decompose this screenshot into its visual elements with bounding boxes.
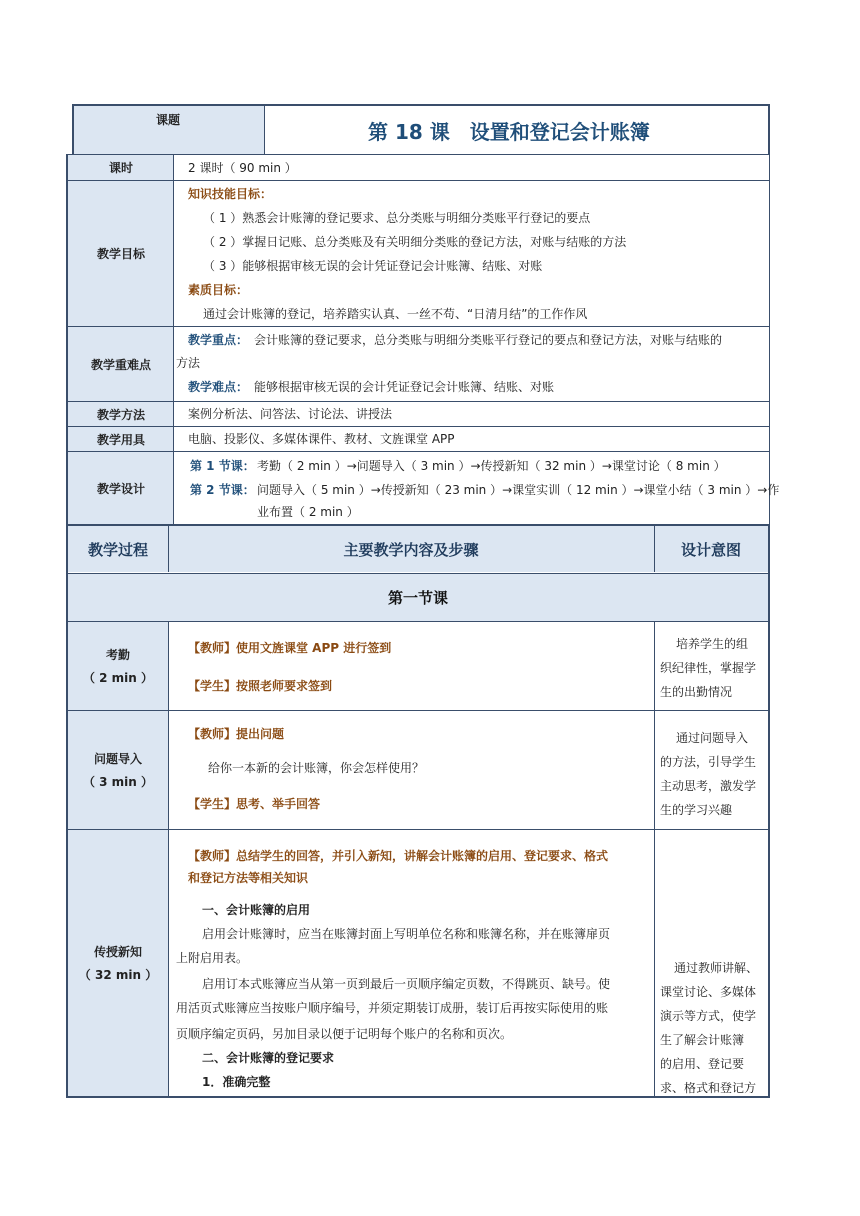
step-intro-time: （ 3 min ） [82, 775, 154, 789]
lesson2-label: 第 2 节课： [190, 483, 255, 497]
para-2-line-2: 用活页式账簿应当按账户顺序编号，并须定期装订成册，装订后再按实际使用的账 [176, 1001, 609, 1015]
step-intro-name: 问题导入 [93, 752, 142, 766]
tools-value: 电脑、投影仪、多媒体课件、教材、文旌课堂 APP [188, 432, 455, 446]
step-new-knowledge-label [68, 830, 168, 1096]
attendance-student: 【学生】按照老师要求签到 [188, 679, 333, 693]
new-knowledge-intent-1: 通过教师讲解、 [674, 961, 759, 975]
focus-line-1: 会计账簿的登记要求，总分类账与明细分类账平行登记的要点和登记方法，对账与结账的 [254, 333, 723, 347]
subsection-1-heading: 1．准确完整 [202, 1075, 271, 1089]
intro-student: 【学生】思考、举手回答 [188, 797, 321, 811]
hours-value: 2 课时（ 90 min ） [188, 161, 297, 175]
new-knowledge-intent-3: 演示等方式，使学 [660, 1009, 757, 1023]
process-col-intent: 设计意图 [680, 540, 741, 559]
new-knowledge-teacher-1: 【教师】总结学生的回答，并引入新知，讲解会计账簿的启用、登记要求、格式 [188, 849, 609, 863]
lesson2-line-2: 业布置（ 2 min ） [257, 505, 359, 519]
methods-label: 教学方法 [96, 407, 145, 422]
new-knowledge-intent-5: 的启用、登记要 [660, 1057, 745, 1071]
new-knowledge-teacher-2: 和登记方法等相关知识 [188, 871, 309, 885]
new-knowledge-intent-6: 求、格式和登记方 [660, 1081, 757, 1095]
hours-label: 课时 [108, 161, 133, 175]
step-attendance-label [68, 622, 168, 710]
new-knowledge-intent-2: 课堂讨论、多媒体 [660, 985, 757, 999]
para-1-line-2: 上附启用表。 [176, 951, 249, 965]
para-1-line-1: 启用会计账簿时，应当在账簿封面上写明单位名称和账簿名称，并在账簿扉页 [202, 927, 611, 941]
methods-value: 案例分析法、问答法、讨论法、讲授法 [188, 407, 393, 421]
step-intro-label [68, 711, 168, 829]
lesson1-text: 考勤（ 2 min ）→问题导入（ 3 min ）→传授新知（ 32 min ）→课堂讨论（ 8 min ） [257, 459, 726, 473]
difficulty-label: 教学难点： [188, 380, 249, 394]
objectives-label: 教学目标 [96, 247, 145, 261]
tools-label: 教学用具 [96, 432, 145, 447]
objective-item-3: （ 3 ）能够根据审核无误的会计凭证登记会计账簿、结账、对账 [203, 259, 543, 273]
process-col-stage: 教学过程 [87, 540, 148, 559]
difficulty-text: 能够根据审核无误的会计凭证登记会计账簿、结账、对账 [254, 380, 555, 394]
step-attendance-name: 考勤 [105, 648, 130, 662]
knowledge-heading: 知识技能目标： [188, 187, 273, 201]
topic-label: 课题 [156, 113, 181, 127]
intro-intent-3: 主动思考，激发学 [660, 779, 757, 793]
para-2-line-1: 启用订本式账簿应当从第一页到最后一页顺序编定页数，不得跳页、缺号。使 [202, 977, 611, 991]
attendance-intent-3: 生的出勤情况 [660, 685, 733, 699]
attendance-teacher: 【教师】使用文旌课堂 APP 进行签到 [188, 641, 392, 655]
lesson1-label: 第 1 节课： [190, 459, 255, 473]
step-attendance-time: （ 2 min ） [82, 671, 154, 685]
intro-intent-1: 通过问题导入 [676, 731, 749, 745]
process-col-content: 主要教学内容及步骤 [343, 540, 479, 559]
intro-intent-4: 生的学习兴趣 [660, 803, 733, 817]
section-title: 第一节课 [387, 588, 448, 607]
focus-label: 教学重点： [188, 333, 249, 347]
quality-heading: 素质目标： [188, 283, 249, 297]
para-2-line-3: 页顺序编定页码，另加目录以便于记明每个账户的名称和页次。 [176, 1027, 513, 1041]
lesson2-line-1: 问题导入（ 5 min ）→传授新知（ 23 min ）→课堂实训（ 12 min ）→课堂小结（ 3 min ）→作 [257, 483, 780, 497]
section-1-heading: 一、会计账簿的启用 [202, 903, 311, 917]
attendance-intent-2: 织纪律性，掌握学 [660, 661, 757, 675]
design-label: 教学设计 [96, 481, 145, 496]
objective-item-2: （ 2 ）掌握日记账、总分类账及有关明细分类账的登记方法，对账与结账的方法 [203, 235, 627, 249]
intro-intent-2: 的方法，引导学生 [660, 755, 757, 769]
new-knowledge-intent-4: 生了解会计账簿 [660, 1033, 745, 1047]
focus-line-2: 方法 [176, 356, 201, 370]
step-new-knowledge-name: 传授新知 [93, 945, 142, 959]
page-title: 第 18 课 设置和登记会计账簿 [368, 120, 650, 144]
objective-item-1: （ 1 ）熟悉会计账簿的登记要求、总分类账与明细分类账平行登记的要点 [203, 211, 591, 225]
step-new-knowledge-time: （ 32 min ） [78, 968, 158, 982]
section-2-heading: 二、会计账簿的登记要求 [202, 1051, 335, 1065]
attendance-intent-1: 培养学生的组 [676, 637, 749, 651]
intro-question: 给你一本新的会计账簿，你会怎样使用？ [208, 761, 425, 775]
quality-text: 通过会计账簿的登记，培养踏实认真、一丝不苟、“日清月结”的工作作风 [203, 307, 588, 321]
key-points-label: 教学重难点 [90, 357, 151, 372]
intro-teacher: 【教师】提出问题 [188, 727, 285, 741]
